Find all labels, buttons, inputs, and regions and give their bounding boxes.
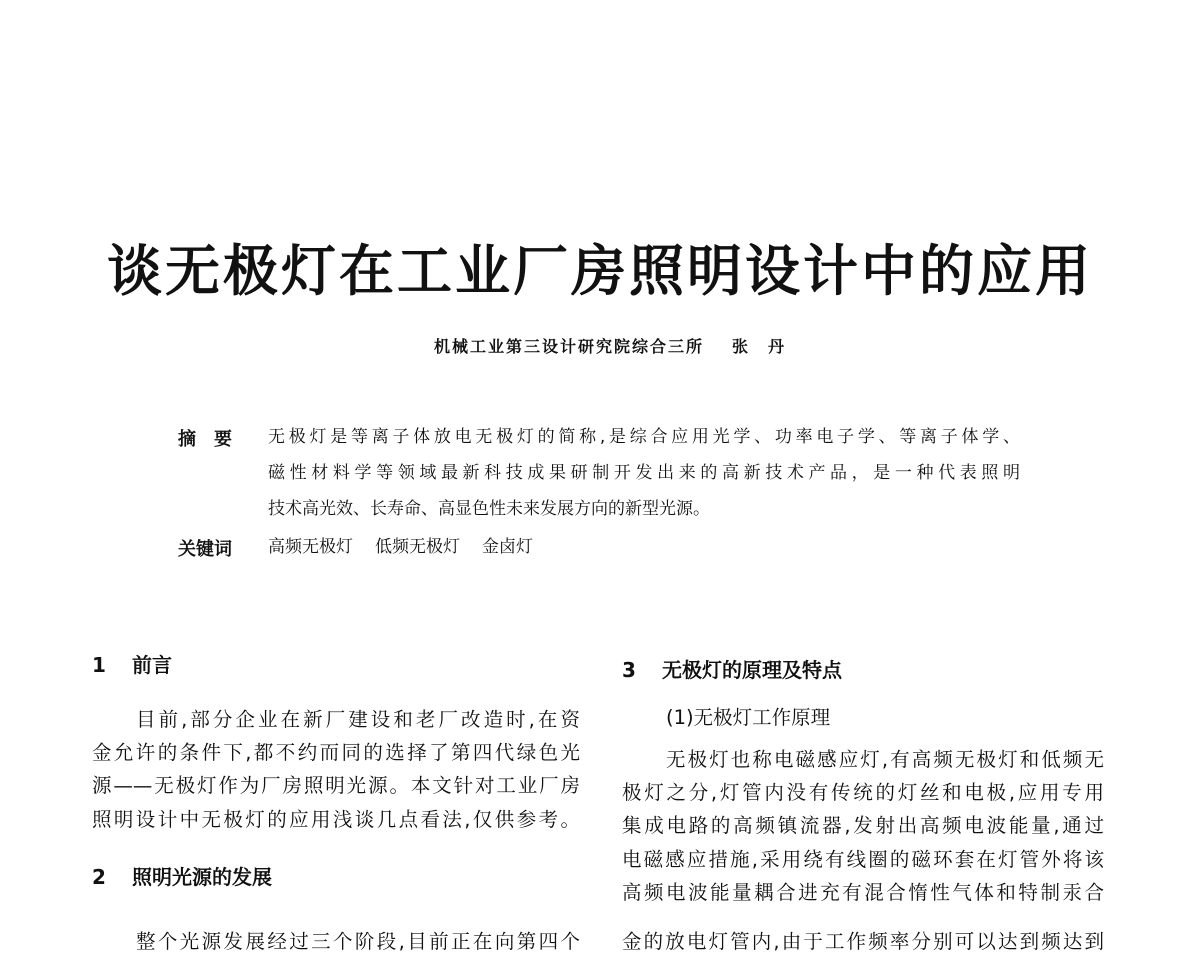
paragraph-line: 无极灯也称电磁感应灯,有高频无极灯和低频无 — [666, 748, 1104, 771]
paragraph-line: 电磁感应措施,采用绕有线圈的磁环套在灯管外将该 — [622, 848, 1104, 871]
keyword: 高频无极灯 — [268, 537, 353, 557]
author-line — [0, 334, 1200, 357]
paragraph-line: 目前,部分企业在新厂建设和老厂改造时,在资 — [136, 708, 580, 731]
abstract-line: 技术高光效、长寿命、高显色性未来发展方向的新型光源。 — [268, 499, 710, 519]
abstract-line: 无极灯是等离子体放电无极灯的简称,是综合应用光学、功率电子学、等离子体学、 — [268, 427, 1020, 447]
section-number: 2 — [92, 865, 106, 889]
section-heading-2 — [92, 863, 272, 891]
paragraph-line: 金允许的条件下,都不约而同的选择了第四代绿色光 — [92, 741, 580, 764]
paragraph-line: 极灯之分,灯管内没有传统的灯丝和电极,应用专用 — [622, 781, 1104, 804]
keywords-list — [268, 535, 555, 559]
paragraph-line: 金的放电灯管内,由于工作频率分别可以达到频达到 — [622, 930, 1104, 953]
paragraph-line: 整个光源发展经过三个阶段,目前正在向第四个 — [136, 930, 580, 953]
section-title: 无极灯的原理及特点 — [662, 658, 842, 682]
author-affiliation: 机械工业第三设计研究院综合三所 — [433, 337, 704, 356]
abstract-label: 摘 要 — [178, 429, 232, 450]
section-number: 1 — [92, 653, 106, 677]
paragraph-line: 高频电波能量耦合进充有混合惰性气体和特制汞合 — [622, 881, 1104, 904]
section-number: 3 — [622, 658, 636, 682]
paragraph-line: 照明设计中无极灯的应用浅谈几点看法,仅供参考。 — [92, 808, 580, 831]
author-name: 张 丹 — [732, 337, 787, 356]
paragraph-line: 集成电路的高频镇流器,发射出高频电波能量,通过 — [622, 814, 1104, 837]
section-heading-3 — [622, 656, 842, 684]
section-heading-1 — [92, 651, 172, 679]
abstract-line: 磁性材料学等领域最新科技成果研制开发出来的高新技术产品，是一种代表照明 — [268, 463, 1020, 483]
paragraph-line: 源——无极灯作为厂房照明光源。本文针对工业厂房 — [92, 774, 580, 797]
keywords-label: 关键词 — [178, 539, 232, 560]
keyword: 低频无极灯 — [375, 537, 460, 557]
subheading: (1)无极灯工作原理 — [666, 706, 831, 729]
paper-title: 谈无极灯在工业厂房照明设计中的应用 — [106, 239, 1093, 303]
section-title: 照明光源的发展 — [132, 865, 272, 889]
section-title: 前言 — [132, 653, 172, 677]
keyword: 金卤灯 — [482, 537, 533, 557]
